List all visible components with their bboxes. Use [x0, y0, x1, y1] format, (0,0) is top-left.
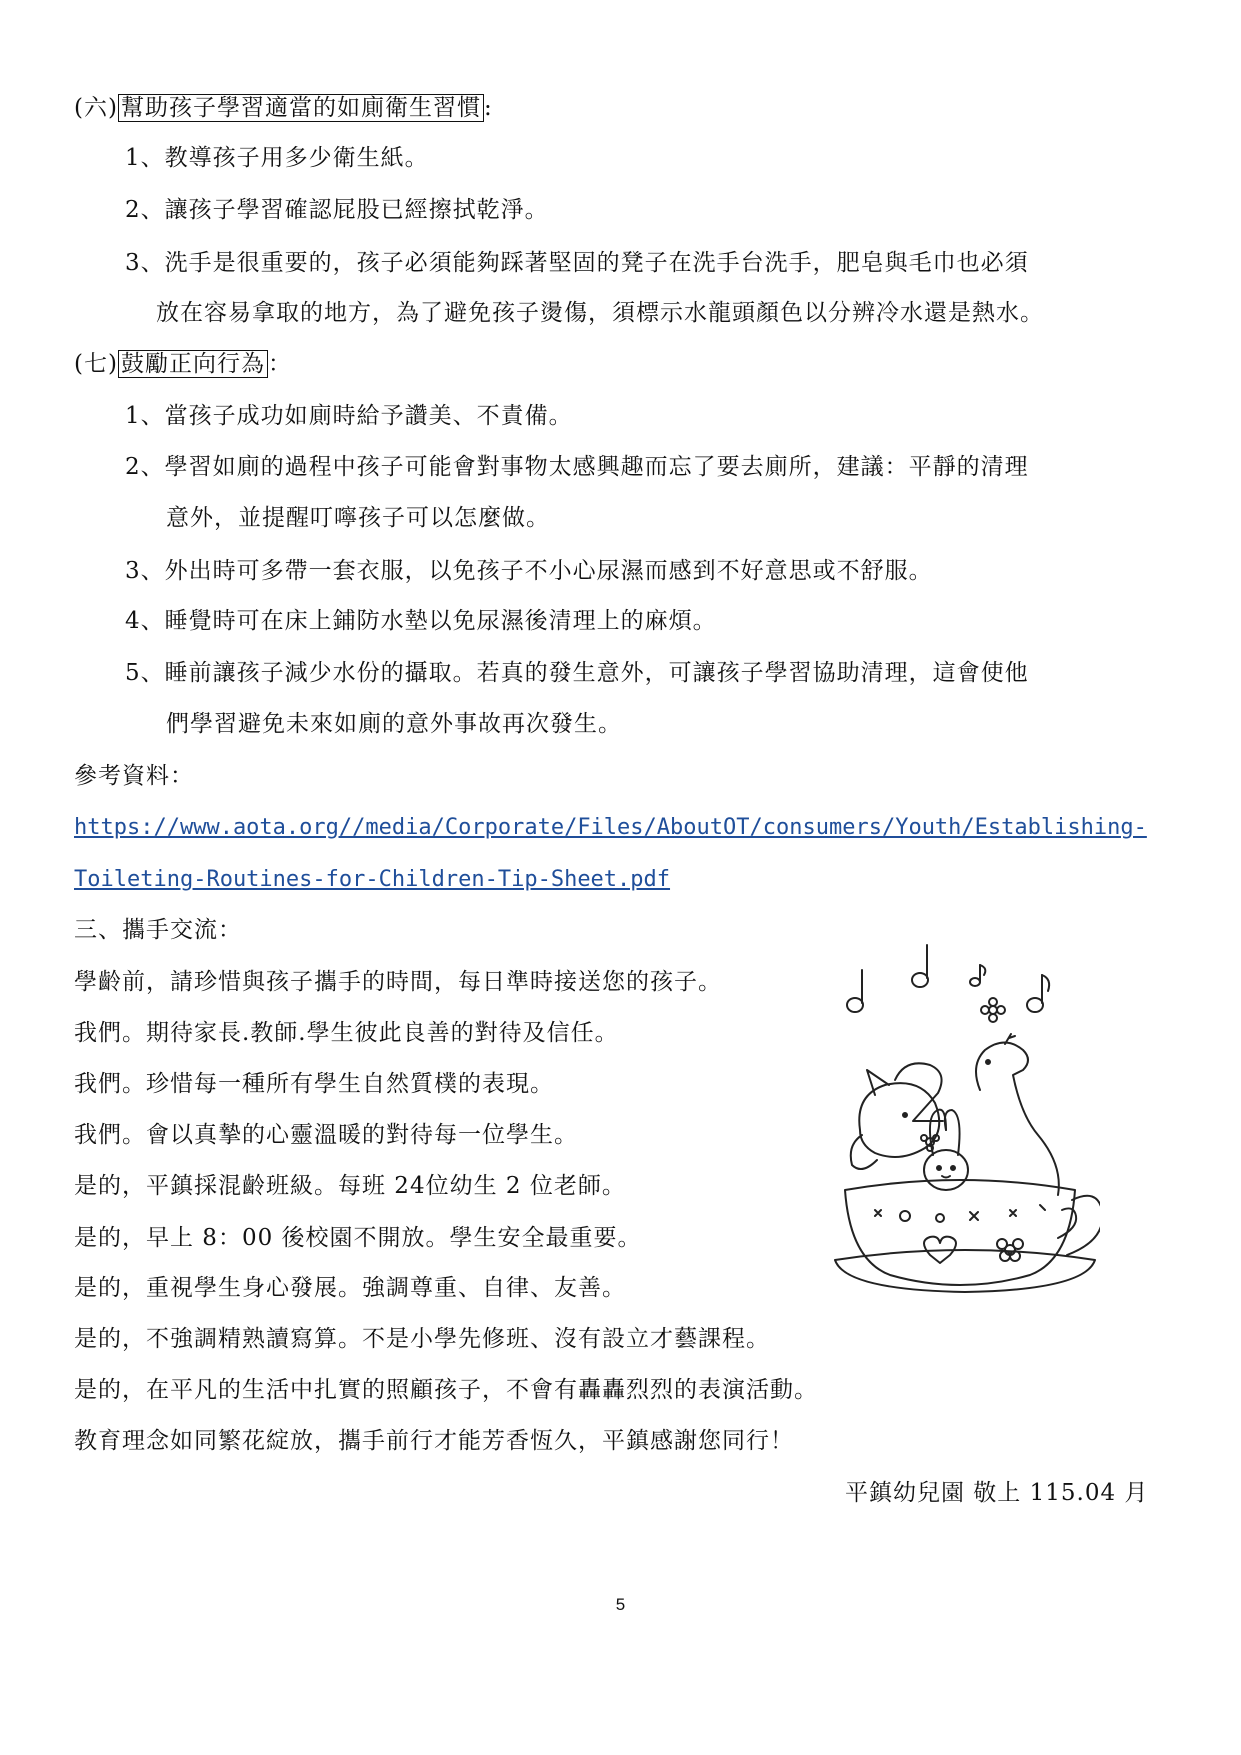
section6-heading: [74, 92, 493, 124]
section6-item-2: 2、讓孩子學習確認屁股已經擦拭乾淨。: [125, 197, 549, 223]
reference-link-line1[interactable]: https://www.aota.org//media/Corporate/Files/AboutOT/consumers/Youth/Establishing-: [74, 815, 1147, 840]
section7-item-2: 2、學習如廁的過程中孩子可能會對事物太感興趣而忘了要去廁所，建議：平靜的清理: [125, 454, 1029, 480]
section3-line-1: 學齡前，請珍惜與孩子攜手的時間，每日準時接送您的孩子。: [74, 969, 722, 995]
section6-item-3-cont: 放在容易拿取的地方，為了避免孩子燙傷，須標示水龍頭顏色以分辨冷水還是熱水。: [156, 300, 1044, 326]
section7-item-2-cont: 意外，並提醒叮嚀孩子可以怎麼做。: [166, 505, 550, 531]
section7-suffix: ：: [267, 351, 292, 377]
page-number: 5: [615, 1595, 626, 1614]
section3-line-5: 是的，平鎮採混齡班級。每班 24位幼生 2 位老師。: [74, 1173, 626, 1199]
section3-line-10: 教育理念如同繁花綻放，攜手前行才能芳香恆久，平鎮感謝您同行！: [74, 1428, 794, 1454]
music-note-icon: [847, 970, 863, 1012]
reference-link-line2[interactable]: Toileting-Routines-for-Children-Tip-Sheet.pdf: [74, 867, 671, 892]
reference-label: 參考資料：: [74, 763, 194, 789]
music-note-icon: [912, 945, 928, 987]
section6-prefix: (六): [74, 95, 118, 121]
section3-line-2: 我們。期待家長.教師.學生彼此良善的對待及信任。: [74, 1020, 619, 1046]
section7-prefix: (七): [74, 351, 118, 377]
section3-line-8: 是的，不強調精熟讀寫算。不是小學先修班、沒有設立才藝課程。: [74, 1326, 770, 1352]
section3-line-3: 我們。珍惜每一種所有學生自然質樸的表現。: [74, 1071, 554, 1097]
section7-title: 鼓勵正向行為: [118, 350, 268, 378]
section3-heading: 三、攜手交流：: [74, 917, 242, 943]
section3-line-7: 是的，重視學生身心發展。強調尊重、自律、友善。: [74, 1275, 626, 1301]
section6-item-1: 1、教導孩子用多少衛生紙。: [125, 145, 429, 171]
section7-item-4: 4、睡覺時可在床上鋪防水墊以免尿濕後清理上的麻煩。: [125, 608, 717, 634]
section7-item-1: 1、當孩子成功如廁時給予讚美、不責備。: [125, 403, 573, 429]
section7-item-3: 3、外出時可多帶一套衣服，以免孩子不小心尿濕而感到不好意思或不舒服。: [125, 558, 933, 584]
music-note-icon: [970, 965, 985, 986]
section6-item-3: 3、洗手是很重要的，孩子必須能夠踩著堅固的凳子在洗手台洗手，肥皂與毛巾也必須: [125, 250, 1029, 276]
section3-line-4: 我們。會以真摯的心靈溫暖的對待每一位學生。: [74, 1122, 578, 1148]
section6-suffix: :: [483, 95, 493, 121]
section3-line-9: 是的，在平凡的生活中扎實的照顧孩子，不會有轟轟烈烈的表演活動。: [74, 1377, 818, 1403]
music-note-icon: [1027, 975, 1049, 1012]
flower-icon: [981, 998, 1005, 1022]
section7-item-5-cont: 們學習避免未來如廁的意外事故再次發生。: [166, 711, 622, 737]
teacup-animals-illustration: [830, 940, 1100, 1295]
section6-title: 幫助孩子學習適當的如廁衛生習慣: [118, 94, 484, 122]
signature: 平鎮幼兒園 敬上 115.04 月: [845, 1480, 1149, 1506]
section7-item-5: 5、睡前讓孩子減少水份的攝取。若真的發生意外，可讓孩子學習協助清理，這會使他: [125, 660, 1029, 686]
section3-line-6: 是的，早上 8：00 後校園不開放。學生安全最重要。: [74, 1225, 642, 1251]
section7-heading: [74, 348, 292, 380]
